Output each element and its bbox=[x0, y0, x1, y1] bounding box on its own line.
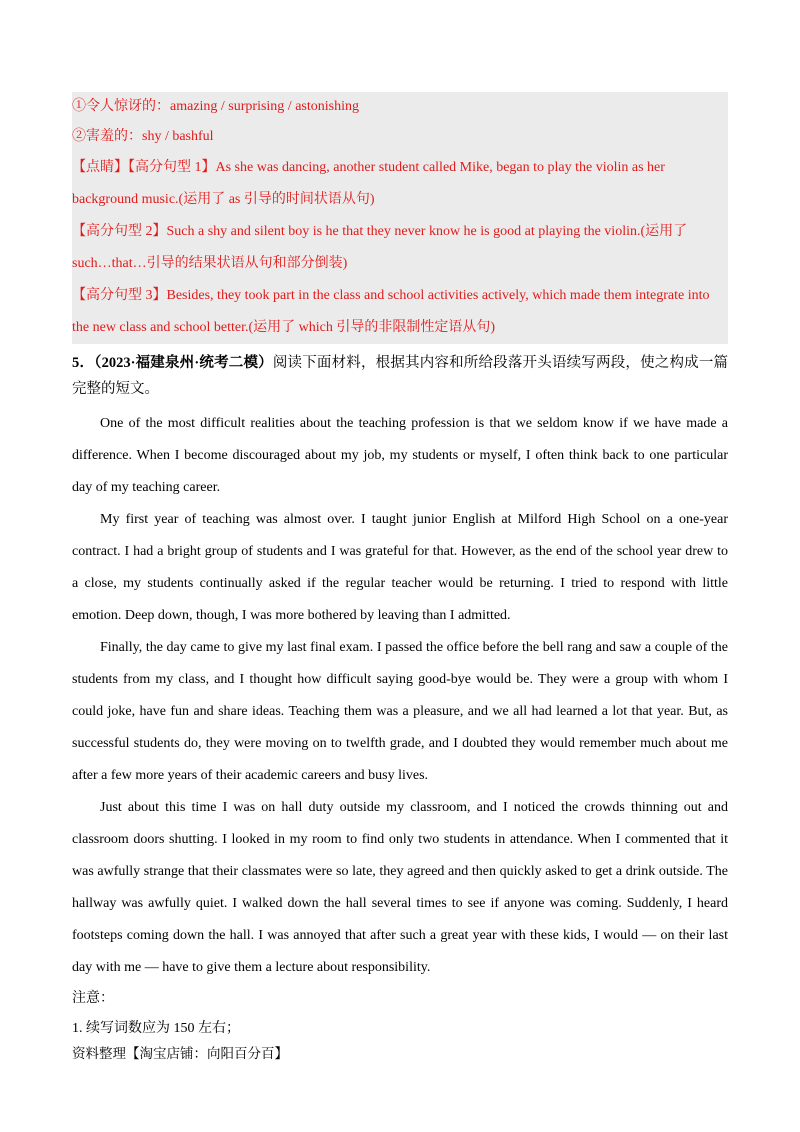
vocab-line-shy: ②害羞的：shy / bashful bbox=[72, 129, 214, 144]
notes-item-1: 1. 续写词数应为 150 左右； bbox=[72, 1021, 240, 1036]
passage-paragraph-3: Finally, the day came to give my last final exam. I passed the office before the bell rang and saw a couple of the students from my class, and I thought how difficult saying good-bye would be. They were a group with whom I could joke, have fun and share ideas. Teaching them was a pleasure, and we all had learned a lot that year. But, as successful students do, they were moving on to twelfth grade, and I doubted they would remember much about me after a few more years of their academic careers and busy lives. bbox=[72, 640, 728, 783]
question-number: 5． bbox=[72, 355, 95, 371]
passage-paragraph-4: Just about this time I was on hall duty outside my classroom, and I noticed the crowds thinning out and classroom doors shutting. I looked in my room to find only two students in attendance. When I commented that it was awfully strange that their classmates were so late, they agreed and then quickly asked to get a drink outside. The hallway was awfully quiet. I walked down the hall several times to see if anyone was coming. Suddenly, I heard footsteps coming down the hall. I was annoyed that after such a great year with these kids, I would — on their last day with me — have to give them a lecture about responsibility. bbox=[72, 800, 728, 975]
page-footer: 资料整理【淘宝店铺：向阳百分百】 bbox=[72, 1046, 288, 1062]
sentence-pattern-1: 【点睛】【高分句型 1】As she was dancing, another student called Mike, began to play the violin as her background music.(运用了 as 引导的时间状语从句) bbox=[72, 160, 665, 207]
passage-paragraph-1: One of the most difficult realities about the teaching profession is that we seldom know if we have made a difference. When I become discouraged about my job, my students or myself, I often think back to one particular day of my teaching career. bbox=[72, 416, 728, 495]
passage-paragraph-2: My first year of teaching was almost over. I taught junior English at Milford High School on a one-year contract. I had a bright group of students and I was grateful for that. However, as the end of the school year drew to a close, my students continually asked if the regular teacher would be returning. I tried to respond with little emotion. Deep down, though, I was more bothered by leaving than I admitted. bbox=[72, 512, 728, 623]
highlighted-answer-box bbox=[72, 92, 728, 344]
document-page bbox=[72, 92, 728, 1044]
notes-title: 注意： bbox=[72, 991, 114, 1006]
question-instruction: 阅读下面材料，根据其内容和所给段落开头语续写两段，使之构成一篇完整的短文。 bbox=[72, 355, 729, 397]
question-heading bbox=[72, 350, 728, 402]
vocab-line-amazing: ①令人惊讶的：amazing / surprising / astonishing bbox=[72, 99, 359, 114]
question-source: （2023·福建泉州·统考二模） bbox=[94, 355, 273, 371]
sentence-pattern-3: 【高分句型 3】Besides, they took part in the class and school activities actively, which made them integrate into the new class and school better.(运用了 which 引导的非限制性定语从句) bbox=[72, 288, 710, 335]
sentence-pattern-2: 【高分句型 2】Such a shy and silent boy is he that they never know he is good at playing the violin.(运用了 such…that…引导的结果状语从句和部分倒装) bbox=[72, 224, 688, 271]
